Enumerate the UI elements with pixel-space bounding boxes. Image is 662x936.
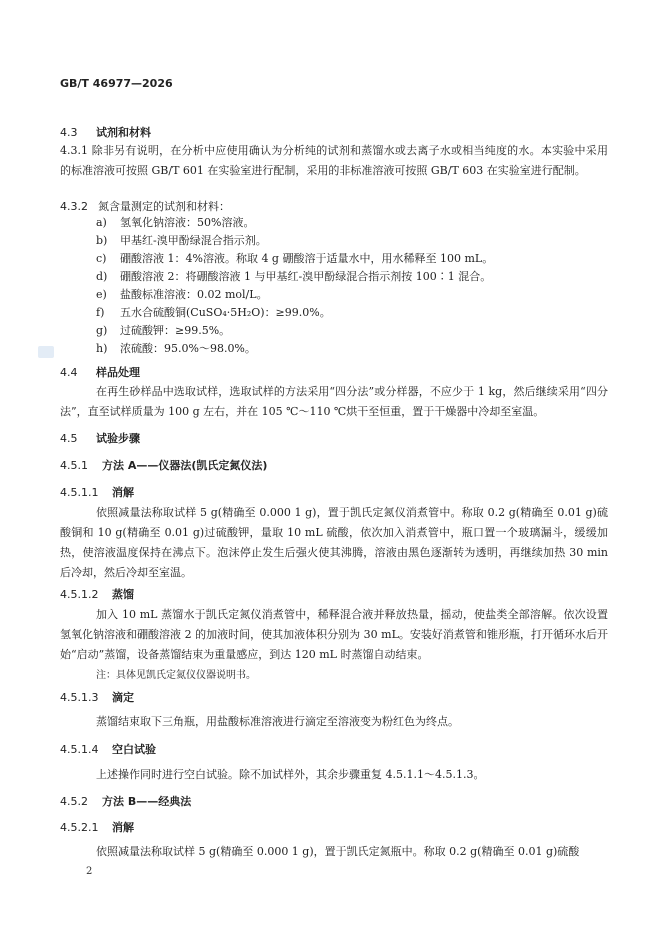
section-number: 4.5	[60, 432, 78, 445]
section-4-5-2-heading	[60, 793, 191, 809]
section-4-4-heading	[60, 364, 140, 380]
item-label: b)	[96, 234, 108, 247]
item-text: 甲基红-溴甲酚绿混合指示剂。	[120, 234, 267, 247]
section-4-5-1-1-heading	[60, 484, 134, 500]
clause-number: 4.3.2	[60, 200, 88, 213]
section-title: 消解	[112, 486, 134, 499]
item-label: g)	[96, 324, 108, 337]
section-4-5-1-2-text: 加入 10 mL 蒸馏水于凯氏定氮仪消煮管中，稀释混合液并释放热量，摇动，使盐类全部溶解。依次设置氢氧化钠溶液和硼酸溶液 2 的加液时间，使其加液体积分别为 30 mL。安装好消煮管和锥形瓶，打开循环水后开始“启动”蒸馏，设备蒸馏结束为重量感应，到达 120 mL 时蒸馏自动结束。	[60, 608, 608, 661]
section-4-3-heading	[60, 124, 151, 140]
reagent-item	[96, 322, 230, 338]
section-4-5-1-1-text: 依照减量法称取试样 5 g(精确至 0.000 1 g)，置于凯氏定氮仪消煮管中。称取 0.2 g(精确至 0.01 g)硫酸铜和 10 g(精确至 0.01 g)过硫酸钾，量取 10 mL 硫酸，依次加入消煮管中，瓶口置一个玻璃漏斗，缓缓加热，使溶液温度保持在沸点下。泡沫停止发生后强火使其沸腾，溶液由黑色逐渐转为透明，再继续加热 30 min 后冷却，然后冷却至室温。	[60, 506, 608, 579]
section-title: 样品处理	[96, 366, 140, 379]
section-title: 消解	[112, 821, 134, 834]
item-label: f)	[96, 306, 105, 319]
section-number: 4.5.2	[60, 795, 88, 808]
item-label: d)	[96, 270, 108, 283]
side-marker-icon	[38, 346, 54, 358]
item-label: h)	[96, 342, 108, 355]
item-text: 盐酸标准溶液：0.02 mol/L。	[120, 288, 268, 301]
item-text: 过硫酸钾：≥99.5%。	[120, 324, 231, 337]
page-number: 2	[86, 866, 93, 877]
reagent-item	[96, 214, 254, 230]
section-4-5-1-3-text: 蒸馏结束取下三角瓶，用盐酸标准溶液进行滴定至溶液变为粉红色为终点。	[96, 715, 459, 728]
clause-text: 氮含量测定的试剂和材料：	[98, 200, 230, 213]
item-text: 五水合硫酸铜(CuSO₄·5H₂O)：≥99.0%。	[120, 306, 331, 319]
section-4-5-2-1-heading	[60, 819, 134, 835]
section-number: 4.5.1	[60, 459, 88, 472]
reagent-item	[96, 250, 493, 266]
item-label: e)	[96, 288, 107, 301]
section-title: 方法 A——仪器法(凯氏定氮仪法)	[102, 459, 268, 472]
section-4-5-heading	[60, 430, 140, 446]
section-title: 空白试验	[112, 743, 156, 756]
section-4-4-text: 在再生砂样品中选取试样，选取试样的方法采用“四分法”或分样器，不应少于 1 kg，然后继续采用“四分法”，直至试样质量为 100 g 左右，并在 105 ℃～110 ℃烘干至恒重，置于干燥器中冷却至室温。	[60, 385, 608, 418]
clause-4-3-1: 4.3.1 除非另有说明，在分析中应使用确认为分析纯的试剂和蒸馏水或去离子水或相当纯度的水。本实验中采用的标准溶液可按照 GB/T 601 在实验室进行配制，采用的非标准溶液可按照 GB/T 603 在实验室进行配制。	[60, 144, 608, 177]
section-title: 蒸馏	[112, 588, 134, 601]
reagent-item	[96, 268, 491, 284]
section-4-5-1-4-text: 上述操作同时进行空白试验。除不加试样外，其余步骤重复 4.5.1.1～4.5.1.3。	[96, 768, 485, 781]
reagent-item	[96, 286, 268, 302]
section-4-5-1-3-heading	[60, 689, 134, 705]
item-label: c)	[96, 252, 107, 265]
reagent-item	[96, 304, 331, 320]
section-4-5-1-2-heading	[60, 586, 134, 602]
section-number: 4.3	[60, 126, 78, 139]
section-title: 试剂和材料	[96, 126, 151, 139]
note-text: 注：具体见凯氏定氮仪仪器说明书。	[96, 670, 256, 681]
section-number: 4.5.1.4	[60, 743, 99, 756]
section-4-5-1-heading	[60, 457, 267, 473]
section-number: 4.5.1.3	[60, 691, 99, 704]
section-4-5-1-4-heading	[60, 741, 156, 757]
section-4-5-2-1-text: 依照减量法称取试样 5 g(精确至 0.000 1 g)，置于凯氏定氮瓶中。称取 0.2 g(精确至 0.01 g)硫酸	[96, 845, 580, 858]
standard-number: GB/T 46977—2026	[60, 77, 173, 90]
item-label: a)	[96, 216, 107, 229]
section-number: 4.4	[60, 366, 78, 379]
section-number: 4.5.1.1	[60, 486, 99, 499]
item-text: 氢氧化钠溶液：50%溶液。	[120, 216, 255, 229]
section-title: 滴定	[112, 691, 134, 704]
item-text: 硼酸溶液 2：将硼酸溶液 1 与甲基红-溴甲酚绿混合指示剂按 100∶1 混合。	[120, 270, 492, 283]
section-number: 4.5.1.2	[60, 588, 99, 601]
section-title: 方法 B——经典法	[102, 795, 192, 808]
item-text: 浓硫酸：95.0%～98.0%。	[120, 342, 256, 355]
section-title: 试验步骤	[96, 432, 140, 445]
section-number: 4.5.2.1	[60, 821, 99, 834]
item-text: 硼酸溶液 1：4%溶液。称取 4 g 硼酸溶于适量水中，用水稀释至 100 mL。	[120, 252, 494, 265]
clause-4-3-2	[60, 198, 230, 214]
reagent-item	[96, 340, 256, 356]
reagent-item	[96, 232, 267, 248]
